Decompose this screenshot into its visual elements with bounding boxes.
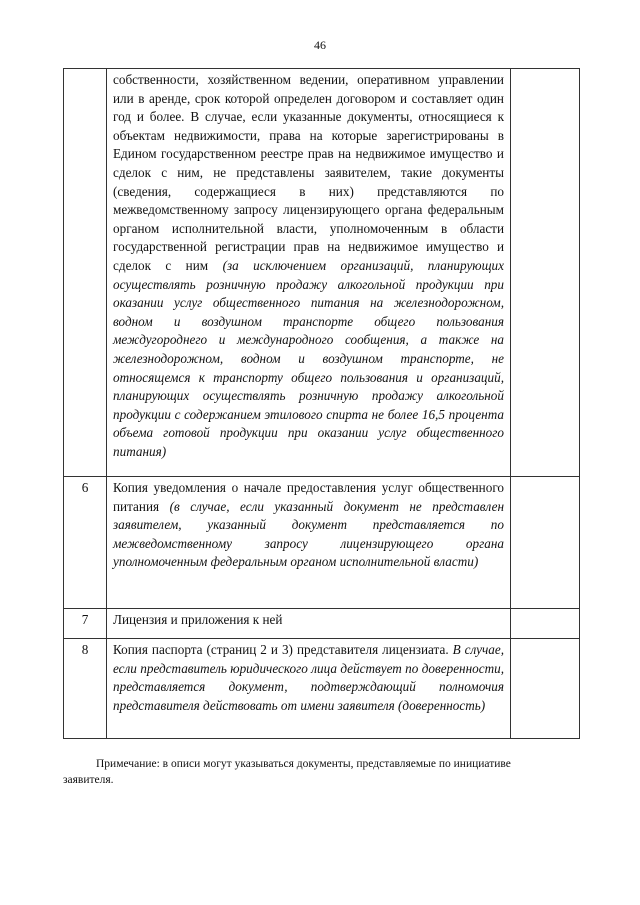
row-text-plain: собственности, хозяйственном ведении, оперативном управлении или в аренде, срок которой определен договором и составляет один год и более. В случае, если указанные документы, относящиеся к объектам недвижимости, права на которые зарегистрированы в Едином государственном реестре прав на недвижимое имущество и сделок с ним, не представлены заявителем, такие документы (сведения, содержащиеся в них) представляются по межведомственному запросу лицензирующего органа федеральным органом исполнительной власти, уполномоченным в области государственной регистрации прав на недвижимое имущество и сделок с ним	[113, 72, 504, 273]
row-text-italic: В случае, если представитель юридического лица действует по доверенности, представляется документ, подтверждающий полномочия представителя действовать от имени заявителя (доверенность)	[113, 642, 504, 713]
row-text-italic: (в случае, если указанный документ не представлен заявителем, указанный документ представляется по межведомственному запросу лицензирующего органа уполномоченным федеральным органом исполнительной власти)	[113, 498, 504, 570]
row-text	[107, 609, 511, 639]
row-text	[107, 69, 511, 477]
row-number: 6	[64, 477, 107, 609]
row-blank-cell	[511, 639, 580, 739]
table-row	[64, 69, 580, 477]
page-number: 46	[314, 38, 326, 52]
row-text-plain: Копия уведомления о начале предоставления услуг общественного питания	[113, 480, 504, 514]
table-row	[64, 477, 580, 609]
row-text-italic: (за исключением организаций, планирующих осуществлять розничную продажу алкогольной продукции при оказании услуг общественного питания на железнодорожном, водном и воздушном транспорте общего пользования междугороднего и международного сообщения, а также на железнодорожном, водном и воздушном транспорте, не относящемся к транспорту общего пользования и организаций, планирующих осуществлять розничную продажу алкогольной продукции с содержанием этилового спирта не более 16,5 процента объема готовой продукции при оказании услуг общественного питания)	[113, 257, 504, 459]
row-blank-cell	[511, 609, 580, 639]
row-text	[107, 639, 511, 739]
row-text-plain: Копия паспорта (страниц 2 и 3) представителя лицензиата.	[113, 642, 453, 657]
row-blank-cell	[511, 69, 580, 477]
footnote-continuation: заявителя.	[63, 774, 114, 786]
row-blank-cell	[511, 477, 580, 609]
row-number	[64, 69, 107, 477]
table-row	[64, 609, 580, 639]
row-text	[107, 477, 511, 609]
row-text-plain: Лицензия и приложения к ней	[113, 612, 283, 627]
documents-table	[63, 68, 580, 739]
table-row	[64, 639, 580, 739]
row-number: 7	[64, 609, 107, 639]
row-number: 8	[64, 639, 107, 739]
footnote-line: Примечание: в описи могут указываться документы, представляемые по инициативе	[96, 758, 511, 770]
footnote	[63, 756, 580, 788]
